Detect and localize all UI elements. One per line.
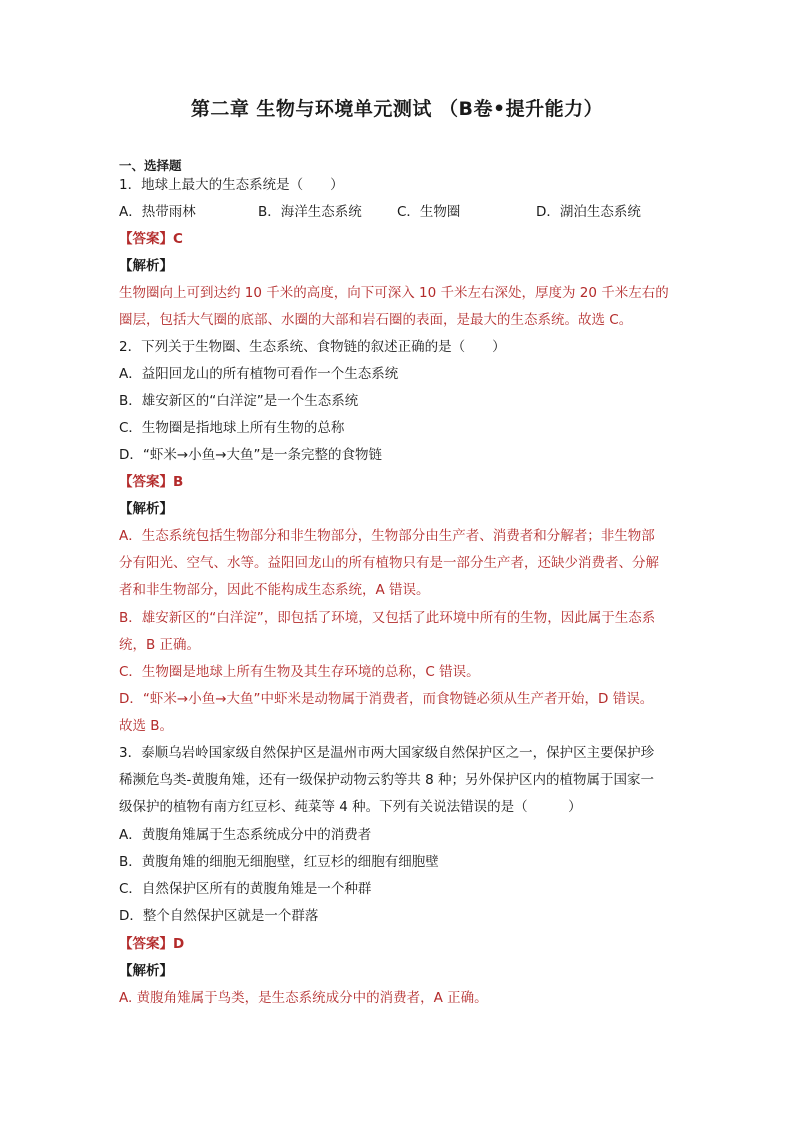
q1-analysis-label: 【解析】 bbox=[119, 258, 173, 274]
q1-option-d: D．湖泊生态系统 bbox=[536, 204, 641, 220]
q1-answer: 【答案】C bbox=[119, 231, 183, 247]
q3-option-c: C．自然保护区所有的黄腹角雉是一个种群 bbox=[119, 881, 372, 897]
q3-option-b: B．黄腹角雉的细胞无细胞壁，红豆杉的细胞有细胞壁 bbox=[119, 854, 439, 870]
q2-analysis-label: 【解析】 bbox=[119, 501, 173, 517]
q2-option-b: B．雄安新区的“白洋淀”是一个生态系统 bbox=[119, 393, 359, 409]
q1-option-b: B．海洋生态系统 bbox=[258, 204, 362, 220]
q2-analysis-line: C．生物圈是地球上所有生物及其生存环境的总称，C 错误。 bbox=[119, 664, 480, 680]
q1-analysis-line: 圈层，包括大气圈的底部、水圈的大部和岩石圈的表面，是最大的生态系统。故选 C。 bbox=[119, 312, 633, 328]
q3-option-d: D．整个自然保护区就是一个群落 bbox=[119, 908, 319, 924]
q2-analysis-line: 分有阳光、空气、水等。益阳回龙山的所有植物只有是一部分生产者，还缺少消费者、分解 bbox=[119, 555, 659, 571]
section-heading: 一、选择题 bbox=[119, 158, 182, 173]
q3-analysis-line: A. 黄腹角雉属于鸟类，是生态系统成分中的消费者，A 正确。 bbox=[119, 990, 488, 1006]
q2-option-a: A．益阳回龙山的所有植物可看作一个生态系统 bbox=[119, 366, 399, 382]
q3-stem-line: 稀濒危鸟类-黄腹角雉，还有一级保护动物云豹等共 8 种；另外保护区内的植物属于国家一 bbox=[119, 772, 655, 788]
q3-answer: 【答案】D bbox=[119, 936, 185, 952]
q2-analysis-line: 者和非生物部分，因此不能构成生态系统，A 错误。 bbox=[119, 582, 430, 598]
q2-option-c: C．生物圈是指地球上所有生物的总称 bbox=[119, 420, 345, 436]
page-title: 第二章 生物与环境单元测试 （B卷•提升能力） bbox=[190, 98, 604, 120]
q1-option-c: C．生物圈 bbox=[397, 204, 461, 220]
q1-analysis-line: 生物圈向上可到达约 10 千米的高度，向下可深入 10 千米左右深处，厚度为 20 千米左右的 bbox=[119, 285, 669, 301]
q2-answer: 【答案】B bbox=[119, 474, 184, 490]
q1-options bbox=[119, 203, 679, 221]
q1-option-a: A．热带雨林 bbox=[119, 204, 196, 220]
q3-stem-line: 3．泰顺乌岩岭国家级自然保护区是温州市两大国家级自然保护区之一，保护区主要保护珍 bbox=[119, 745, 655, 761]
q2-analysis-line: 故选 B。 bbox=[119, 718, 174, 734]
q1-stem: 1．地球上最大的生态系统是（ ） bbox=[119, 177, 344, 193]
q2-analysis-line: A．生态系统包括生物部分和非生物部分，生物部分由生产者、消费者和分解者；非生物部 bbox=[119, 528, 655, 544]
q2-stem: 2．下列关于生物圈、生态系统、食物链的叙述正确的是（ ） bbox=[119, 339, 506, 355]
q3-option-a: A．黄腹角雉属于生态系统成分中的消费者 bbox=[119, 827, 372, 843]
q2-option-d: D．“虾米→小鱼→大鱼”是一条完整的食物链 bbox=[119, 447, 383, 463]
q2-analysis-line: D．“虾米→小鱼→大鱼”中虾米是动物属于消费者，而食物链必须从生产者开始，D 错误。 bbox=[119, 691, 654, 707]
q3-stem-line: 级保护的植物有南方红豆杉、莼菜等 4 种。下列有关说法错误的是（ ） bbox=[119, 799, 582, 815]
q2-analysis-line: 统，B 正确。 bbox=[119, 637, 201, 653]
q3-analysis-label: 【解析】 bbox=[119, 963, 173, 979]
q2-analysis-line: B．雄安新区的“白洋淀”，即包括了环境，又包括了此环境中所有的生物，因此属于生态系 bbox=[119, 610, 656, 626]
